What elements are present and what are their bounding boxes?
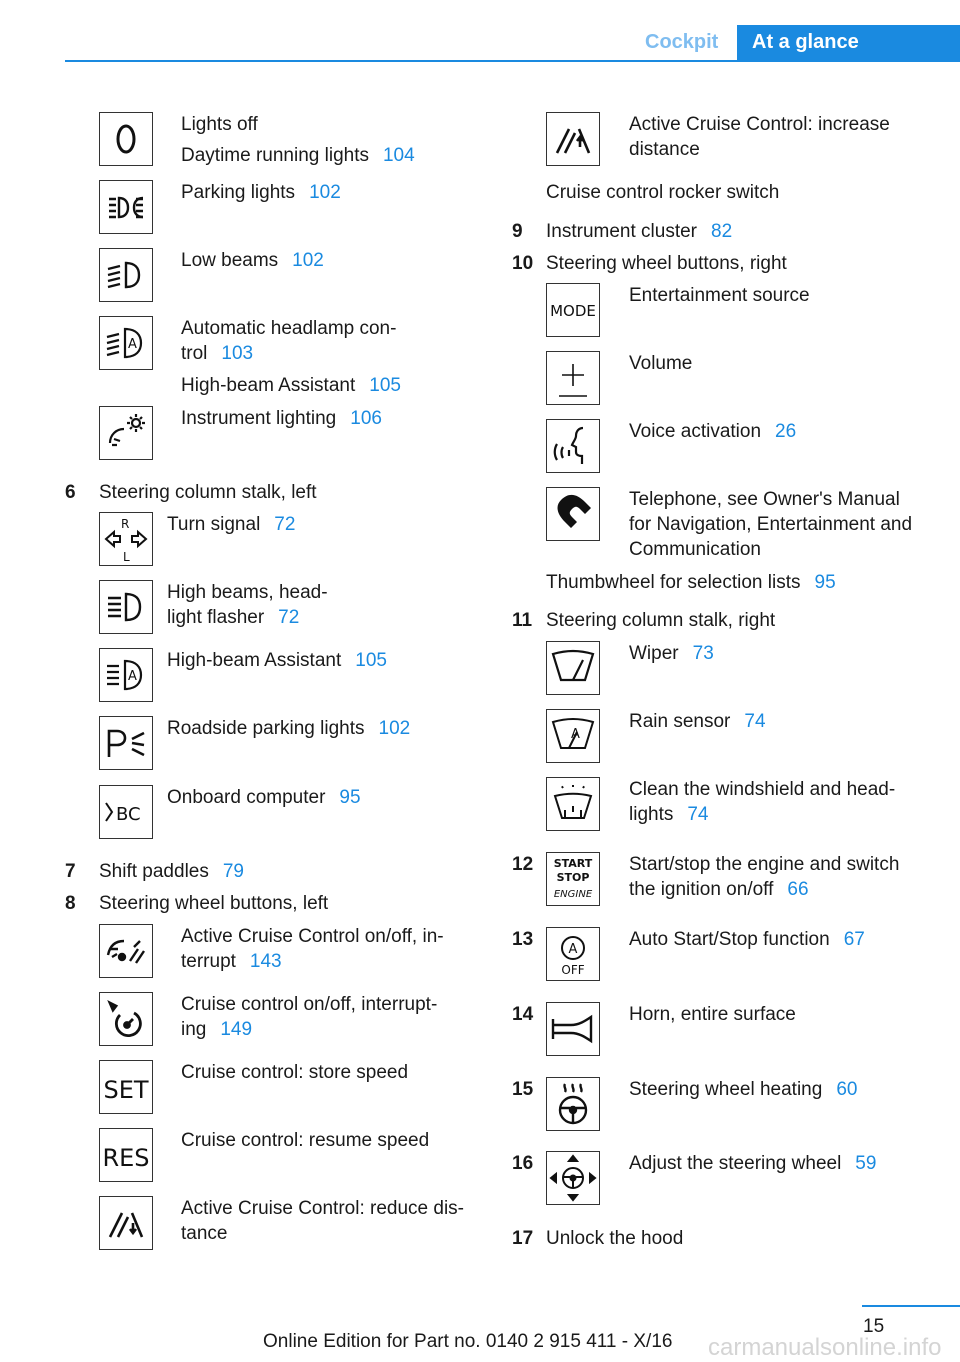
parking-lights-icon — [99, 180, 153, 234]
voice-activation-entry: Voice activation 26 — [629, 421, 797, 442]
section-number: 11 — [512, 610, 533, 631]
section-number: 15 — [512, 1079, 534, 1100]
svg-text:A: A — [568, 942, 578, 957]
page-ref-link[interactable]: 26 — [775, 421, 797, 442]
steering-heating-entry: Steering wheel heating 60 — [629, 1079, 858, 1100]
section-number: 9 — [512, 221, 523, 242]
high-beams-label-line1: High beams, head- — [167, 582, 328, 603]
lights-off-label: Lights off — [181, 114, 258, 135]
header-active-tab[interactable]: At a glance — [737, 25, 960, 61]
page-ref-link[interactable]: 72 — [278, 607, 300, 628]
page-ref-link[interactable]: 149 — [220, 1019, 253, 1040]
auto-start-stop-entry: Auto Start/Stop function 67 — [629, 929, 865, 950]
reduce-distance-label-line1: Active Cruise Control: reduce dis- — [181, 1198, 464, 1219]
svg-text:SET: SET — [103, 1076, 149, 1104]
page-ref-link[interactable]: 72 — [274, 514, 296, 535]
page-ref-link[interactable]: 60 — [836, 1079, 858, 1100]
horn-label: Horn, entire surface — [629, 1004, 796, 1025]
page-ref-link[interactable]: 66 — [787, 879, 809, 900]
rain-sensor-entry: Rain sensor 74 — [629, 711, 766, 732]
adjust-steering-icon — [546, 1151, 600, 1205]
automatic-headlamp-entry: trol 103 — [181, 343, 254, 364]
page-ref-link[interactable]: 143 — [249, 951, 282, 972]
high-beams-icon — [99, 580, 153, 634]
automatic-headlamp-label-line1: Automatic headlamp con- — [181, 318, 397, 339]
svg-text:A: A — [571, 727, 580, 742]
svg-text:MODE: MODE — [550, 302, 596, 320]
auto-start-stop-icon — [546, 927, 600, 981]
instrument-cluster-entry: Instrument cluster 82 — [546, 221, 733, 242]
rocker-switch-label: Cruise control rocker switch — [546, 182, 780, 203]
high-beam-assistant-entry: High-beam Assistant 105 — [181, 375, 401, 396]
wiper-icon — [546, 641, 600, 695]
svg-text:R: R — [121, 517, 130, 531]
svg-text:A: A — [128, 669, 137, 684]
unlock-hood-label: Unlock the hood — [546, 1228, 684, 1249]
page-ref-link[interactable]: 103 — [221, 343, 254, 364]
page-ref-link[interactable]: 82 — [711, 221, 733, 242]
lights-off-icon — [99, 112, 153, 166]
page-ref-link[interactable]: 102 — [292, 250, 324, 271]
section-number: 10 — [512, 253, 534, 274]
cruise-control-icon — [99, 992, 153, 1046]
page-ref-link[interactable]: 59 — [855, 1153, 877, 1174]
svg-text:START: START — [553, 857, 593, 870]
increase-distance-icon — [546, 112, 600, 166]
reduce-distance-icon — [99, 1196, 153, 1250]
rain-sensor-icon — [546, 709, 600, 763]
header-rule — [65, 60, 960, 62]
header-section-label[interactable]: Cockpit — [645, 31, 719, 53]
adjust-steering-entry: Adjust the steering wheel 59 — [629, 1153, 877, 1174]
page-ref-link[interactable]: 102 — [378, 718, 411, 739]
increase-distance-label-line1: Active Cruise Control: increase — [629, 114, 890, 135]
page-ref-link[interactable]: 105 — [355, 650, 387, 671]
low-beams-icon — [99, 248, 153, 302]
mode-button-icon — [546, 283, 600, 337]
volume-icon — [546, 351, 600, 405]
footer-rule — [862, 1305, 960, 1307]
page-ref-link[interactable]: 73 — [692, 643, 714, 664]
wiper-entry: Wiper 73 — [629, 643, 714, 664]
volume-label: Volume — [629, 353, 693, 374]
high-beams-entry: light flasher 72 — [167, 607, 300, 628]
section-number: 7 — [65, 861, 76, 882]
section-number: 6 — [65, 482, 76, 503]
svg-text:OFF: OFF — [561, 963, 585, 977]
active-cruise-entry: terrupt 143 — [181, 951, 282, 972]
svg-text:STOP: STOP — [556, 871, 590, 884]
low-beams-entry: Low beams 102 — [181, 250, 324, 271]
svg-text:RES: RES — [102, 1144, 150, 1172]
page-ref-link[interactable]: 104 — [382, 145, 415, 166]
telephone-label-line2: for Navigation, Entertainment and — [629, 514, 913, 535]
voice-activation-icon — [546, 419, 600, 473]
washer-entry: lights 74 — [629, 804, 709, 825]
roadside-parking-icon — [99, 716, 153, 770]
page-ref-link[interactable]: 95 — [814, 572, 836, 593]
page-ref-link[interactable]: 105 — [369, 375, 401, 396]
res-button-icon — [99, 1128, 153, 1182]
onboard-computer-icon — [99, 785, 153, 839]
svg-text:L: L — [123, 550, 130, 564]
start-stop-label-line1: Start/stop the engine and switch — [629, 854, 900, 875]
watermark: carmanualsonline.info — [708, 1334, 942, 1361]
section-number: 8 — [65, 893, 76, 914]
automatic-headlamp-icon — [99, 316, 153, 370]
instrument-lighting-entry: Instrument lighting 106 — [181, 408, 382, 429]
resume-speed-label: Cruise control: resume speed — [181, 1130, 430, 1151]
telephone-label-line1: Telephone, see Owner's Manual — [629, 489, 900, 510]
reduce-distance-label-line2: tance — [181, 1223, 228, 1244]
start-stop-entry: the ignition on/off 66 — [629, 879, 809, 900]
washer-label-line1: Clean the windshield and head- — [629, 779, 896, 800]
store-speed-label: Cruise control: store speed — [181, 1062, 409, 1083]
section-number: 14 — [512, 1004, 534, 1025]
high-beam-assistant-stalk-entry: High-beam Assistant 105 — [167, 650, 387, 671]
section-title: Steering wheel buttons, left — [99, 893, 329, 914]
increase-distance-label-line2: distance — [629, 139, 700, 160]
active-cruise-label-line1: Active Cruise Control on/off, in- — [181, 926, 444, 947]
high-beam-assistant-icon — [99, 648, 153, 702]
page-ref-link[interactable]: 67 — [843, 929, 865, 950]
instrument-lighting-icon — [99, 406, 153, 460]
turn-signal-icon — [99, 512, 153, 566]
cruise-control-entry: ing 149 — [181, 1019, 253, 1040]
section-title: Steering wheel buttons, right — [546, 253, 787, 274]
entertainment-source-label: Entertainment source — [629, 285, 810, 306]
page-ref-link[interactable]: 95 — [339, 787, 361, 808]
turn-signal-entry: Turn signal 72 — [167, 514, 296, 535]
shift-paddles-entry: Shift paddles 79 — [99, 861, 244, 882]
svg-text:A: A — [128, 337, 137, 352]
svg-text:BC: BC — [116, 804, 141, 825]
svg-text:ENGINE: ENGINE — [553, 889, 593, 900]
horn-icon — [546, 1002, 600, 1056]
thumbwheel-entry: Thumbwheel for selection lists 95 — [546, 572, 836, 593]
section-number: 12 — [512, 854, 534, 875]
roadside-parking-entry: Roadside parking lights 102 — [167, 718, 411, 739]
onboard-computer-entry: Onboard computer 95 — [167, 787, 361, 808]
telephone-icon — [546, 487, 600, 541]
section-title: Steering column stalk, left — [99, 482, 317, 503]
telephone-label-line3: Communication — [629, 539, 761, 560]
cruise-control-label-line1: Cruise control on/off, interrupt- — [181, 994, 438, 1015]
page-ref-link[interactable]: 79 — [222, 861, 244, 882]
page-ref-link[interactable]: 74 — [687, 804, 709, 825]
daytime-running-lights-entry: Daytime running lights 104 — [181, 145, 415, 166]
washer-icon — [546, 777, 600, 831]
parking-lights-entry: Parking lights 102 — [181, 182, 341, 203]
edition-footer: Online Edition for Part no. 0140 2 915 411 - X/16 — [263, 1331, 673, 1352]
start-stop-icon — [546, 852, 600, 906]
page-ref-link[interactable]: 106 — [350, 408, 382, 429]
page-number: 15 — [863, 1316, 885, 1337]
page-ref-link[interactable]: 102 — [309, 182, 341, 203]
page-ref-link[interactable]: 74 — [744, 711, 766, 732]
active-cruise-icon — [99, 924, 153, 978]
section-title: Steering column stalk, right — [546, 610, 776, 631]
section-number: 17 — [512, 1228, 534, 1249]
steering-heating-icon — [546, 1077, 600, 1131]
set-button-icon — [99, 1060, 153, 1114]
section-number: 16 — [512, 1153, 534, 1174]
section-number: 13 — [512, 929, 534, 950]
